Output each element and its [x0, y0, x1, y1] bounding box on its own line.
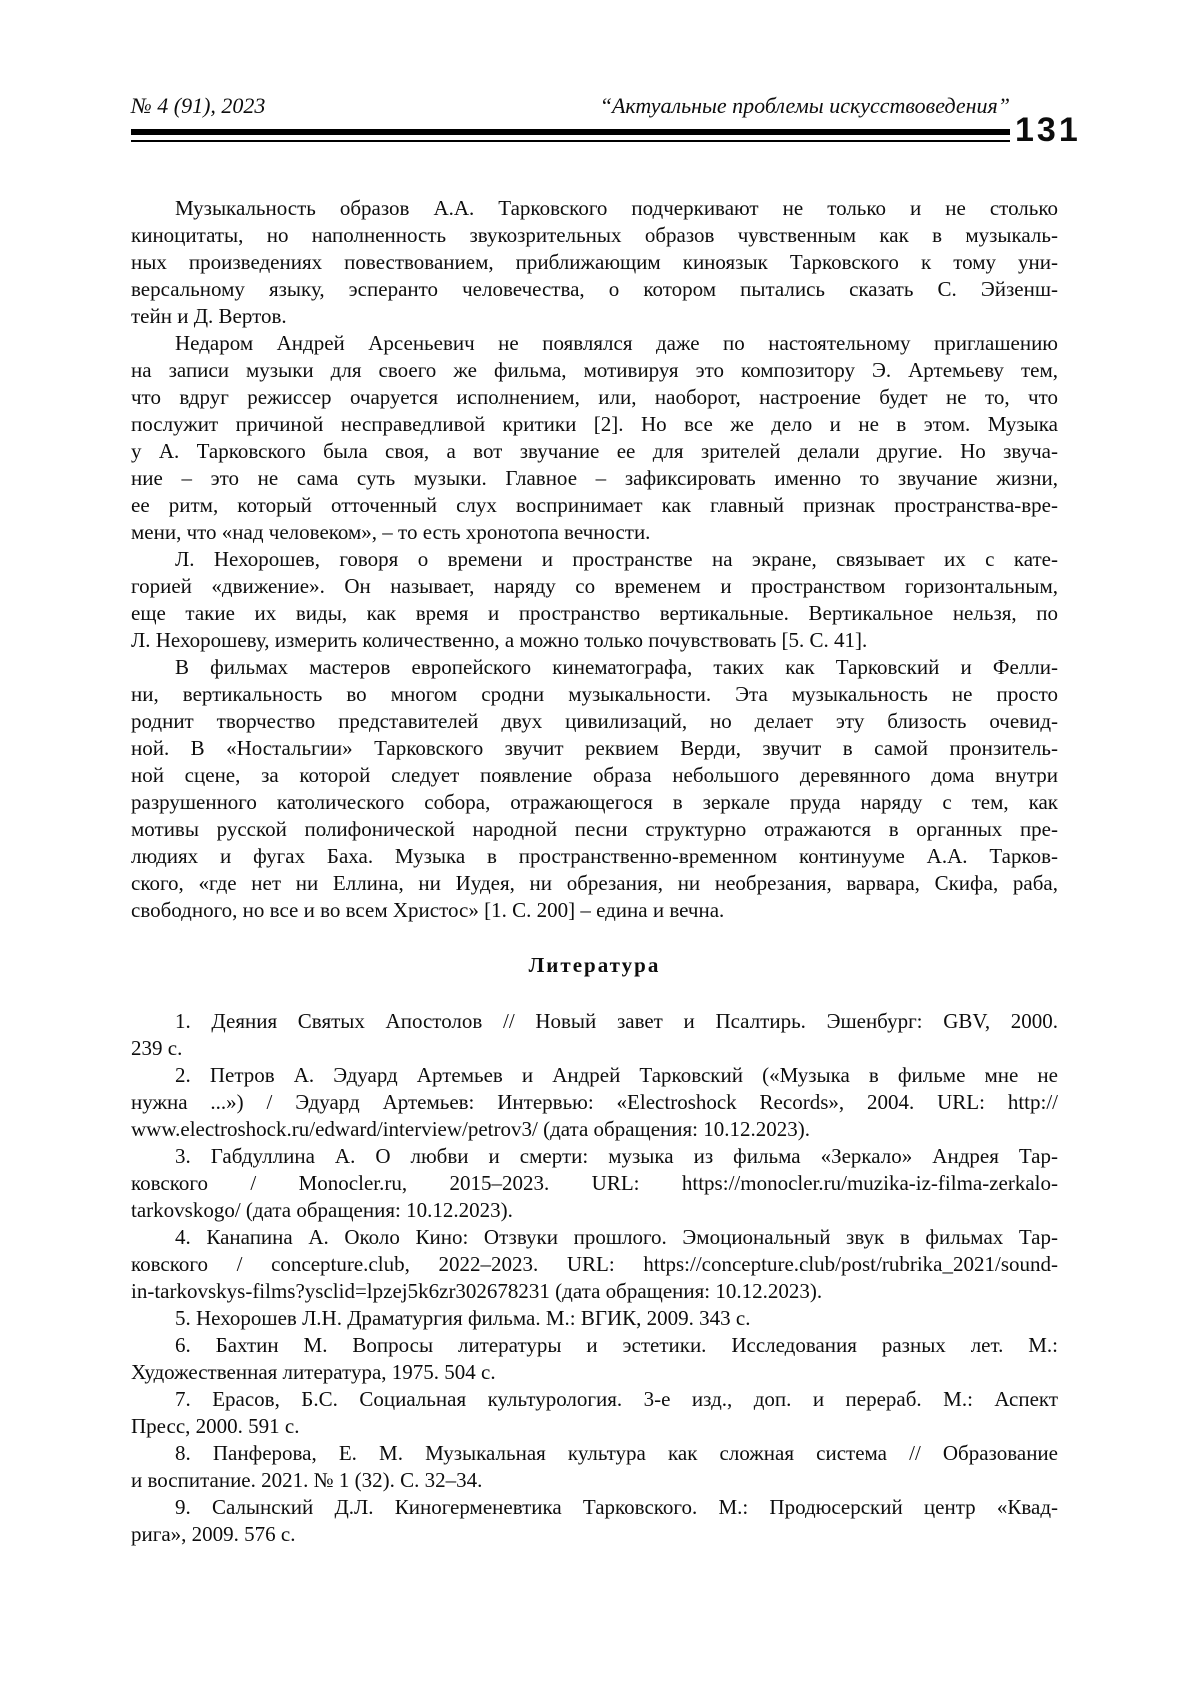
body-paragraph — [131, 330, 1058, 546]
text-line: ной. В «Ностальгии» Тарковского звучит реквием Верди, звучит в самой пронзитель- — [131, 736, 1058, 760]
reference-item — [131, 1062, 1058, 1143]
reference-item — [131, 1008, 1058, 1062]
text-line: послужит причиной несправедливой критики [2]. Но все же дело и не в этом. Музыка — [131, 412, 1058, 436]
text-line: свободного, но все и во всем Христос» [1. С. 200] – едина и вечна. — [131, 898, 725, 922]
issue-label: № 4 (91), 2023 — [131, 93, 266, 118]
text-line: мени, что «над человеком», – то есть хронотопа вечности. — [131, 520, 651, 544]
text-line: ковского / concepture.club, 2022–2023. URL: https://concepture.club/post/rubrika_2021/sound- — [131, 1252, 1058, 1276]
text-line: на записи музыки для своего же фильма, мотивируя это композитору Э. Артемьеву тем, — [131, 358, 1058, 382]
text-line: что вдруг режиссер очаруется исполнением, или, наоборот, настроение будет не то, что — [131, 385, 1058, 409]
page-header — [131, 93, 1010, 119]
text-line: 1. Деяния Святых Апостолов // Новый завет и Псалтирь. Эшенбург: GBV, 2000. — [175, 1009, 1058, 1033]
references-list — [131, 1008, 1058, 1548]
text-line: ского, «где нет ни Еллина, ни Иудея, ни обрезания, ни необрезания, варвара, Скифа, раба, — [131, 871, 1058, 895]
text-line: рига», 2009. 576 с. — [131, 1522, 296, 1546]
text-line: у А. Тарковского была своя, а вот звучание ее для зрителей делали другие. Но звуча- — [131, 439, 1058, 463]
article-body — [131, 195, 1058, 924]
text-line: ее ритм, который отточенный слух воспринимает как главный признак пространства-вре- — [131, 493, 1058, 517]
text-line: 239 с. — [131, 1036, 183, 1060]
text-line: еще такие их виды, как время и пространство вертикальные. Вертикальное нельзя, по — [131, 601, 1058, 625]
text-line: нужна ...») / Эдуард Артемьев: Интервью: «Electroshock Records», 2004. URL: http:// — [131, 1090, 1058, 1114]
text-line: ковского / Monocler.ru, 2015–2023. URL: https://monocler.ru/muzika-iz-filma-zerkalo- — [131, 1171, 1058, 1195]
text-line: 2. Петров А. Эдуард Артемьев и Андрей Тарковский («Музыка в фильме мне не — [175, 1063, 1058, 1087]
text-line: 7. Ерасов, Б.С. Социальная культурология. 3-е изд., доп. и перераб. М.: Аспект — [175, 1387, 1058, 1411]
journal-title: “Актуальные проблемы искусствоведения” — [599, 93, 1010, 118]
text-line: Художественная литература, 1975. 504 с. — [131, 1360, 496, 1384]
text-line: людиях и фугах Баха. Музыка в пространственно-временном континууме А.А. Тарков- — [131, 844, 1058, 868]
text-line: Л. Нехорошеву, измерить количественно, а можно только почувствовать [5. С. 41]. — [131, 628, 868, 652]
text-line: Недаром Андрей Арсеньевич не появлялся даже по настоятельному приглашению — [175, 331, 1058, 355]
text-line: 6. Бахтин М. Вопросы литературы и эстетики. Исследования разных лет. М.: — [175, 1333, 1058, 1357]
body-paragraph — [131, 546, 1058, 654]
reference-item — [131, 1494, 1058, 1548]
article-content — [131, 195, 1058, 1548]
references-heading: Литература — [528, 953, 661, 977]
text-line: 5. Нехорошев Л.Н. Драматургия фильма. М.: ВГИК, 2009. 343 с. — [175, 1306, 751, 1330]
text-line: роднит творчество представителей двух цивилизаций, но делает эту близость очевид- — [131, 709, 1058, 733]
text-line: Музыкальность образов А.А. Тарковского подчеркивают не только и не столько — [175, 196, 1058, 220]
text-line: В фильмах мастеров европейского кинематографа, таких как Тарковский и Фелли- — [175, 655, 1058, 679]
text-line: ных произведениях повествованием, приближающим киноязык Тарковского к тому уни- — [131, 250, 1058, 274]
reference-item — [131, 1386, 1058, 1440]
text-line: мотивы русской полифонической народной песни структурно отражаются в органных пре- — [131, 817, 1058, 841]
text-line: версальному языку, эсперанто человечества, о котором пытались сказать С. Эйзенш- — [131, 277, 1058, 301]
text-line: ние – это не сама суть музыки. Главное – зафиксировать именно то звучание жизни, — [131, 466, 1058, 490]
text-line: Пресс, 2000. 591 с. — [131, 1414, 300, 1438]
text-line: 4. Канапина А. Около Кино: Отзвуки прошлого. Эмоциональный звук в фильмах Тар- — [175, 1225, 1058, 1249]
header-rule-thin — [131, 140, 1010, 142]
text-line: www.electroshock.ru/edward/interview/petrov3/ (дата обращения: 10.12.2023). — [131, 1117, 811, 1141]
page-number: 131 — [1015, 111, 1081, 149]
reference-item — [131, 1143, 1058, 1224]
text-line: in-tarkovskys-films?ysclid=lpzej5k6zr302678231 (дата обращения: 10.12.2023). — [131, 1279, 823, 1303]
text-line: tarkovskogo/ (дата обращения: 10.12.2023). — [131, 1198, 513, 1222]
body-paragraph — [131, 195, 1058, 330]
text-line: тейн и Д. Вертов. — [131, 304, 287, 328]
text-line: ни, вертикальность во многом сродни музыкальности. Эта музыкальность не просто — [131, 682, 1058, 706]
text-line: горией «движение». Он называет, наряду со временем и пространством горизонтальным, — [131, 574, 1058, 598]
text-line: ной сцене, за которой следует появление образа небольшого деревянного дома внутри — [131, 763, 1058, 787]
text-line: 8. Панферова, Е. М. Музыкальная культура как сложная система // Образование — [175, 1441, 1058, 1465]
body-paragraph — [131, 654, 1058, 924]
reference-item — [131, 1224, 1058, 1305]
text-line: Л. Нехорошев, говоря о времени и пространстве на экране, связывает их с кате- — [175, 547, 1058, 571]
reference-item — [131, 1440, 1058, 1494]
reference-item — [131, 1332, 1058, 1386]
header-rule-thick — [131, 129, 1010, 135]
text-line: и воспитание. 2021. № 1 (32). С. 32–34. — [131, 1468, 483, 1492]
reference-item — [131, 1305, 1058, 1332]
text-line: разрушенного католического собора, отражающегося в зеркале пруда наряду с тем, как — [131, 790, 1058, 814]
text-line: 3. Габдуллина А. О любви и смерти: музыка из фильма «Зеркало» Андрея Тар- — [175, 1144, 1058, 1168]
text-line: киноцитаты, но наполненность звукозрительных образов чувственным как в музыкаль- — [131, 223, 1058, 247]
text-line: 9. Салынский Д.Л. Киногерменевтика Тарковского. М.: Продюсерский центр «Квад- — [175, 1495, 1058, 1519]
